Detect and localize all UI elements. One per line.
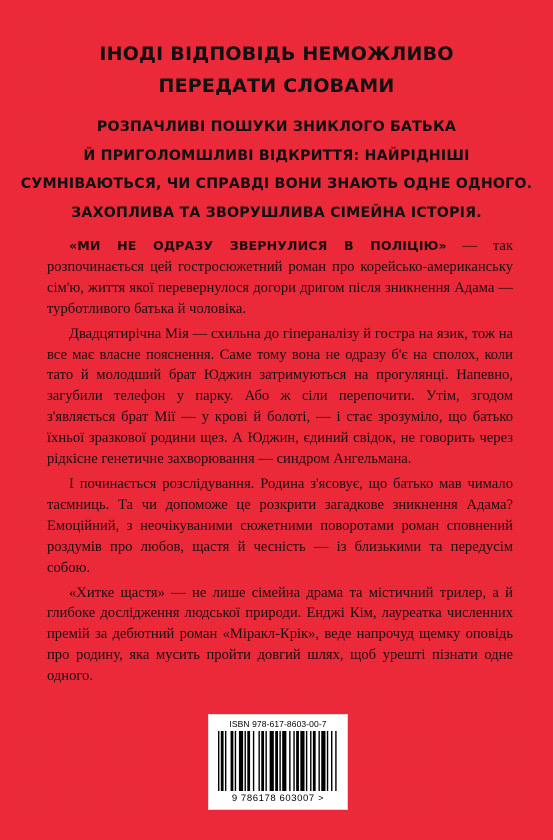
barcode-bar xyxy=(289,731,290,791)
barcode-bar xyxy=(218,731,219,791)
headline xyxy=(0,38,553,102)
tagline-line-1: РОЗПАЧЛИВІ ПОШУКИ ЗНИКЛОГО БАТЬКА xyxy=(96,119,457,135)
ean-digits: 9 786178 603007 > xyxy=(231,793,325,804)
barcode-bar xyxy=(270,731,274,791)
barcode-bar xyxy=(261,731,264,791)
blurb-opening-quote: «МИ НЕ ОДРАЗУ ЗВЕРНУЛИСЯ В ПОЛІЦІЮ» xyxy=(69,238,447,253)
blurb-paragraph-4: «Хитке щастя» — не лише сімейна драма та містичний трилер, а й глибоке дослідження людської природи. Енджі Кім, лауреатка численних премій за дебютний роман «Міракл-Крік», веде напрочуд щемку оповідь про родину, яка мусить пройти довгий шлях, щоб урешті пізнати одне одного. xyxy=(47,584,513,685)
barcode-bar xyxy=(321,731,325,791)
isbn-label: ISBN 978-617-8603-00-7 xyxy=(229,719,327,729)
barcode-bar xyxy=(221,731,224,791)
blurb-body xyxy=(47,236,513,691)
tagline-line-4: ЗАХОПЛИВА ТА ЗВОРУШЛИВА СІМЕЙНА ІСТОРІЯ. xyxy=(71,204,482,221)
barcode-bar xyxy=(258,731,259,791)
barcode-bar xyxy=(231,731,234,791)
blurb-paragraph-2: Двадцятирічна Мія — схильна до гіпераналізу й гостра на язик, тож на все має власне пояснення. Саме тому вона не одразу б'є на сполох, коли тато й молодший брат Юджин затримуються на прогулянці. Напевно, загубили телефон у парку. Або ж сіли перепочити. Утім, згодом з'являється брат Мії — у крові й болоті, — і стає зрозуміло, що батько їхньої зразкової родини щез. А Юджин, єдиний свідок, не говорить через рідкісне генетичне захворювання — синдром Ангельмана. xyxy=(47,325,513,468)
barcode-bar xyxy=(331,731,332,791)
blurb-paragraph-1 xyxy=(47,236,513,320)
barcode-bar xyxy=(235,731,236,791)
tagline-line-3: СУМНІВАЮТЬСЯ, ЧИ СПРАВДІ ВОНИ ЗНАЮТЬ ОДНЕ ОДНОГО. xyxy=(20,176,533,192)
barcode-bar xyxy=(265,731,266,791)
tagline xyxy=(0,113,553,227)
blurb-paragraph-1-text: — так розпочинається цей гостросюжетний роман про корейсько-американську сім'ю, життя якої перевернулося догори дригом після зникнення Адама — турботливого батька й чоловіка. xyxy=(47,238,513,317)
barcode-bar xyxy=(306,731,307,791)
barcode-bar xyxy=(310,731,311,791)
barcode-bar xyxy=(335,731,336,791)
barcode-bar xyxy=(239,731,243,791)
barcode-bar xyxy=(279,731,280,791)
barcode-bar xyxy=(225,731,226,791)
barcode-bar xyxy=(245,731,246,791)
barcode-bar xyxy=(300,731,304,791)
isbn-barcode xyxy=(208,714,348,810)
barcode-bar xyxy=(313,731,316,791)
barcode-bar xyxy=(282,731,286,791)
headline-line-2: ПЕРЕДАТИ СЛОВАМИ xyxy=(158,75,395,97)
barcode-bar xyxy=(253,731,254,791)
barcode-bars xyxy=(218,731,338,791)
barcode-bar xyxy=(247,731,250,791)
tagline-line-2: Й ПРИГОЛОМШЛИВІ ВІДКРИТТЯ: НАЙРІДНІШІ xyxy=(83,147,470,164)
barcode-bar xyxy=(275,731,278,791)
blurb-paragraph-3: І починається розслідування. Родина з'ясовує, що батько мав чимало таємниць. Та чи допоможе це розкрити загадкове зникнення Адама? Емоційний, з неочікуваними сюжетними поворотами роман сповнений роздумів про любов, щастя й чесність — із близькими та передусім собою. xyxy=(47,475,513,576)
barcode-bar xyxy=(296,731,299,791)
barcode-bar xyxy=(293,731,294,791)
headline-line-1: ІНОДІ ВІДПОВІДЬ НЕМОЖЛИВО xyxy=(99,43,454,65)
barcode-bar xyxy=(327,731,328,791)
barcode-bar xyxy=(318,731,319,791)
